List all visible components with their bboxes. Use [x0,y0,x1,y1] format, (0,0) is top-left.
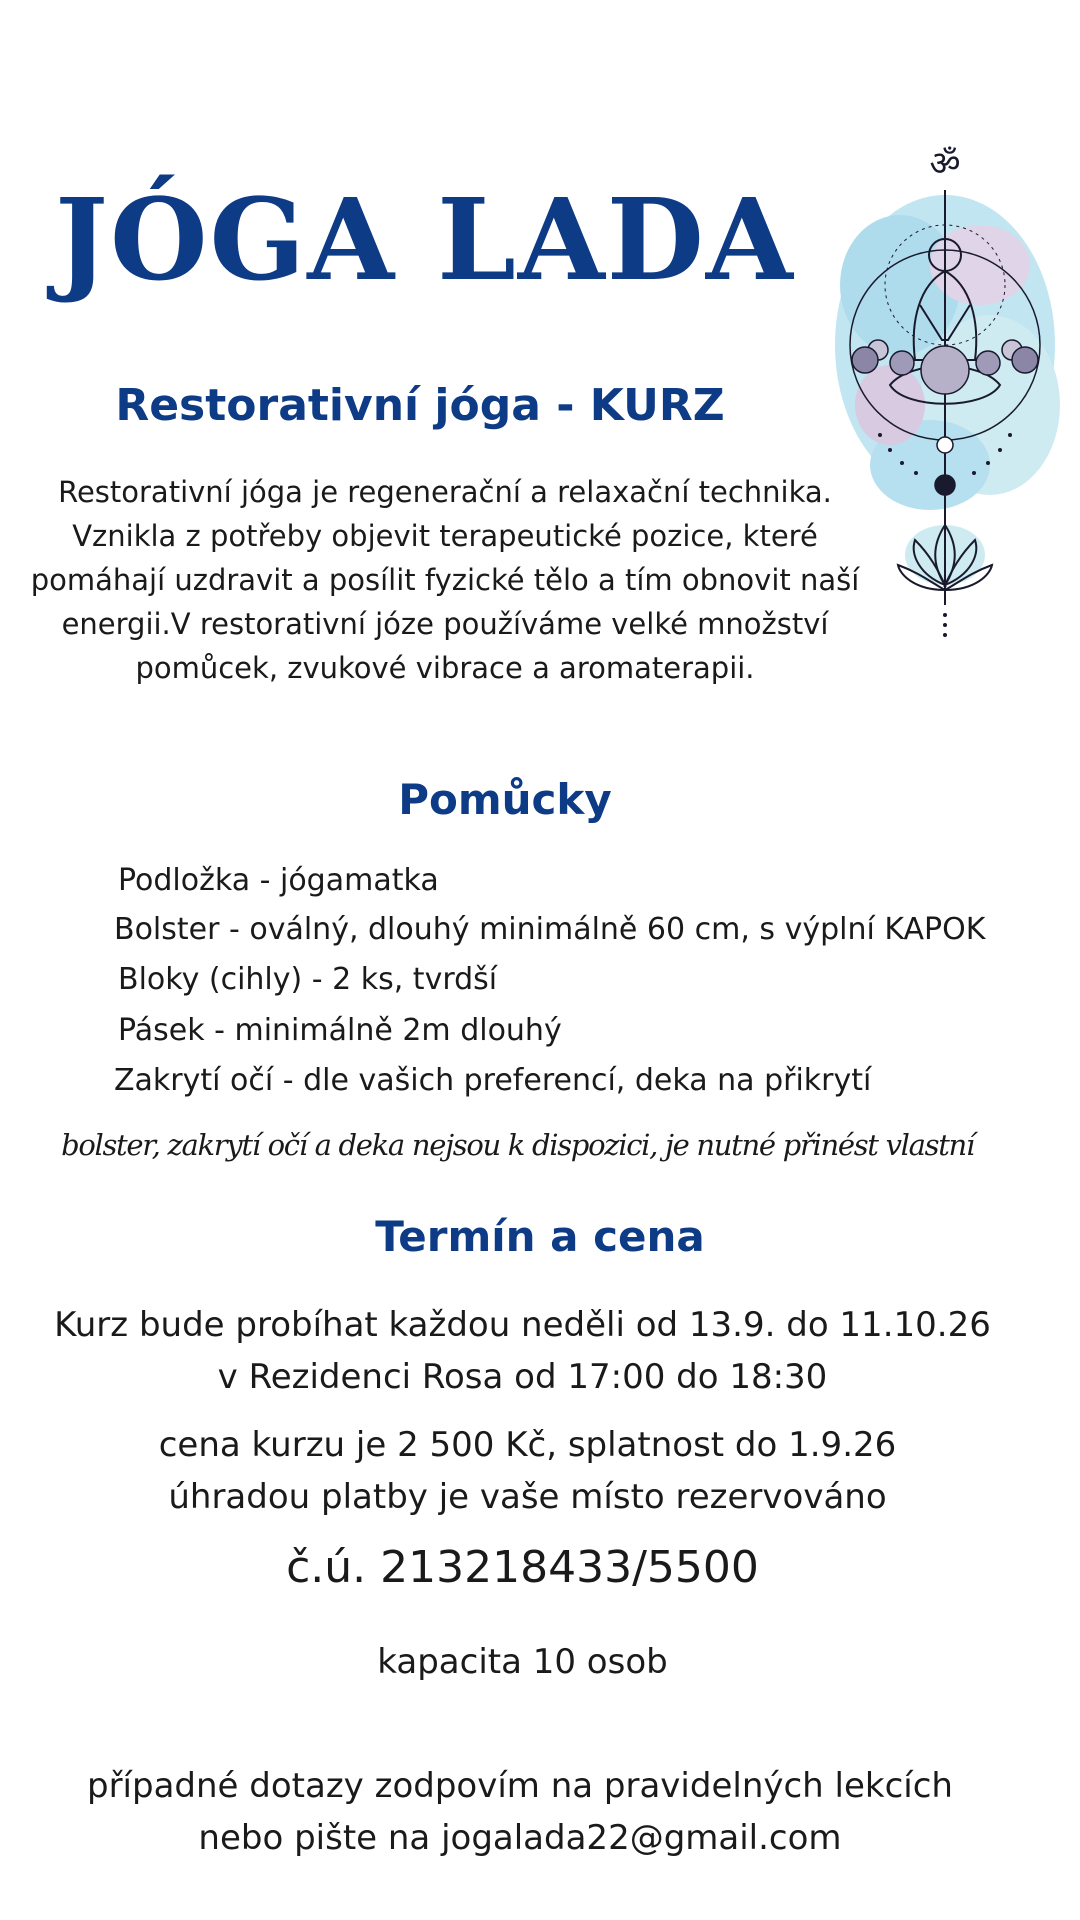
bank-account: č.ú. 213218433/5500 [286,1542,759,1593]
contact-line: nebo pište na jogalada22@gmail.com [198,1818,842,1858]
meditating-figure-icon [820,145,1070,665]
schedule-line: Kurz bude probíhat každou neděli od 13.9. do 11.10.26 [54,1305,991,1345]
intro-line: energii.V restorativní józe používáme velké množství [61,607,829,641]
intro-line: pomůcek, zvukové vibrace a aromaterapii. [135,651,755,685]
price-line: úhradou platby je vaše místo rezervováno [168,1477,887,1517]
list-item: Pásek - minimálně 2m dlouhý [118,1013,562,1048]
schedule-heading: Termín a cena [375,1212,705,1261]
tools-heading: Pomůcky [398,775,612,824]
intro-line: pomáhají uzdravit a posílit fyzické tělo a tím obnovit naší [30,563,860,597]
meditating-figure-illustration [820,145,1070,665]
list-item: Bloky (cihly) - 2 ks, tvrdší [118,962,498,997]
page-subtitle: Restorativní jóga - KURZ [115,380,725,431]
intro-paragraph [15,470,875,690]
contact-line: případné dotazy zodpovím na pravidelných lekcích [87,1766,953,1806]
capacity: kapacita 10 osob [377,1642,668,1682]
list-item: Bolster - oválný, dlouhý minimálně 60 cm, s výplní KAPOK [114,912,986,947]
brand-title: JÓGA LADA [55,175,795,306]
schedule-line: v Rezidenci Rosa od 17:00 do 18:30 [217,1357,828,1397]
tools-note: bolster, zakrytí očí a deka nejsou k dispozici, je nutné přinést vlastní [61,1128,974,1162]
intro-line: Restorativní jóga je regenerační a relaxační technika. [58,475,832,509]
list-item: Zakrytí očí - dle vašich preferencí, deka na přikrytí [114,1063,872,1098]
list-item: Podložka - jógamatka [118,863,439,898]
intro-line: Vznikla z potřeby objevit terapeutické pozice, které [72,519,818,553]
om-symbol: ॐ [929,145,961,184]
price-line: cena kurzu je 2 500 Kč, splatnost do 1.9.26 [158,1425,897,1465]
